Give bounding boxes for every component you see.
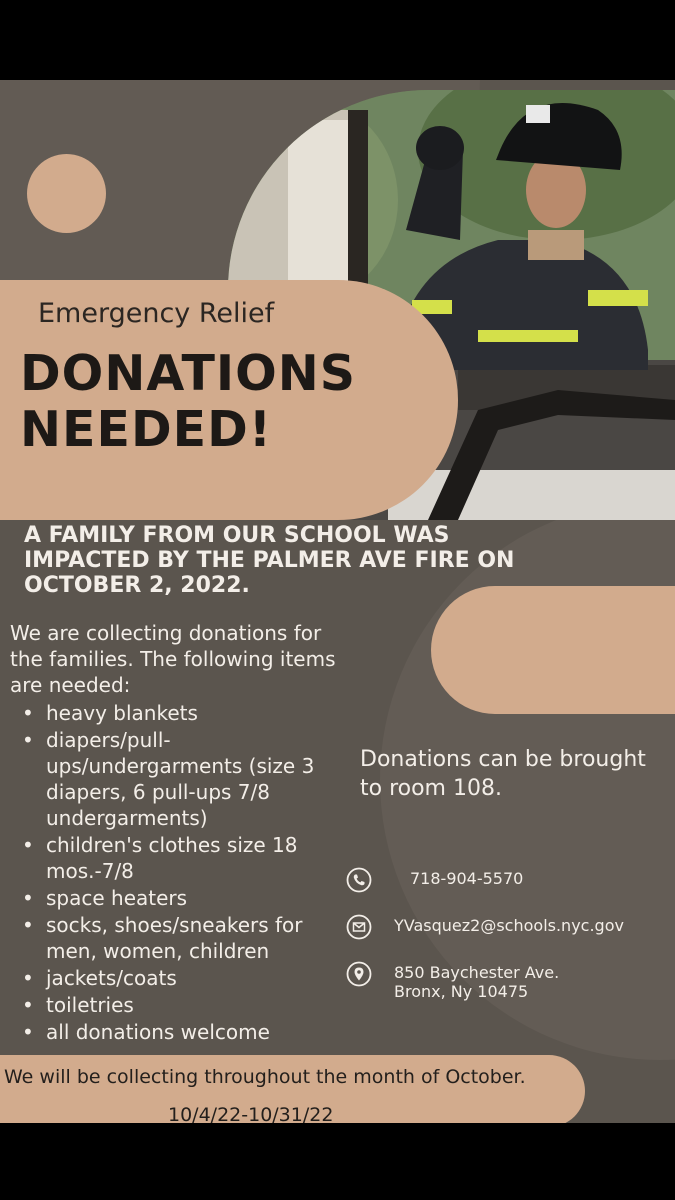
list-item: • children's clothes size 18 mos.-7/8	[22, 833, 298, 883]
decorative-pill	[431, 586, 675, 714]
phone-icon	[346, 867, 372, 893]
list-item: • socks, shoes/sneakers for men, women, children	[22, 913, 303, 963]
list-item: • heavy blankets	[22, 701, 198, 725]
headline	[20, 346, 356, 458]
dropoff-text: Donations can be brought to room 108.	[360, 747, 646, 801]
bullet-icon: •	[22, 913, 34, 937]
bullet-icon: •	[22, 993, 34, 1017]
location-pin-icon	[346, 961, 372, 987]
intro-text: We are collecting donations for the families. The following items are needed:	[10, 621, 336, 697]
address-line-2: Bronx, Ny 10475	[394, 982, 529, 1001]
phone-number[interactable]: 718-904-5570	[410, 869, 524, 888]
bullet-icon: •	[22, 886, 34, 910]
headline-line-2: NEEDED!	[20, 401, 273, 458]
impact-line-1: A FAMILY FROM OUR SCHOOL WAS	[24, 523, 450, 548]
impact-statement	[24, 523, 544, 598]
bullet-icon: •	[22, 701, 34, 725]
flyer	[0, 80, 675, 1123]
collection-dates: 10/4/22-10/31/22	[168, 1104, 334, 1123]
subtitle: Emergency Relief	[38, 298, 275, 329]
bullet-icon: •	[22, 833, 34, 857]
list-item: • space heaters	[22, 886, 188, 910]
address	[394, 963, 559, 1001]
list-item: • all donations welcome	[22, 1020, 270, 1044]
bullet-icon: •	[22, 966, 34, 990]
items-list	[20, 700, 320, 1046]
bullet-icon: •	[22, 728, 34, 752]
list-item: • toiletries	[22, 993, 134, 1017]
impact-line-3: OCTOBER 2, 2022.	[24, 573, 250, 598]
bullet-icon: •	[22, 1020, 34, 1044]
mail-icon	[346, 914, 372, 940]
email-address[interactable]: YVasquez2@schools.nyc.gov	[394, 916, 624, 935]
impact-line-2: IMPACTED BY THE PALMER AVE FIRE ON	[24, 548, 515, 573]
headline-line-1: DONATIONS	[20, 345, 357, 402]
decorative-circle	[27, 154, 106, 233]
collecting-note: We will be collecting throughout the month of October.	[4, 1066, 526, 1088]
address-line-1: 850 Baychester Ave.	[394, 963, 560, 982]
list-item: • jackets/coats	[22, 966, 177, 990]
list-item: • diapers/pull-ups/undergarments (size 3 diapers, 6 pull-ups 7/8 undergarments)	[22, 728, 315, 830]
